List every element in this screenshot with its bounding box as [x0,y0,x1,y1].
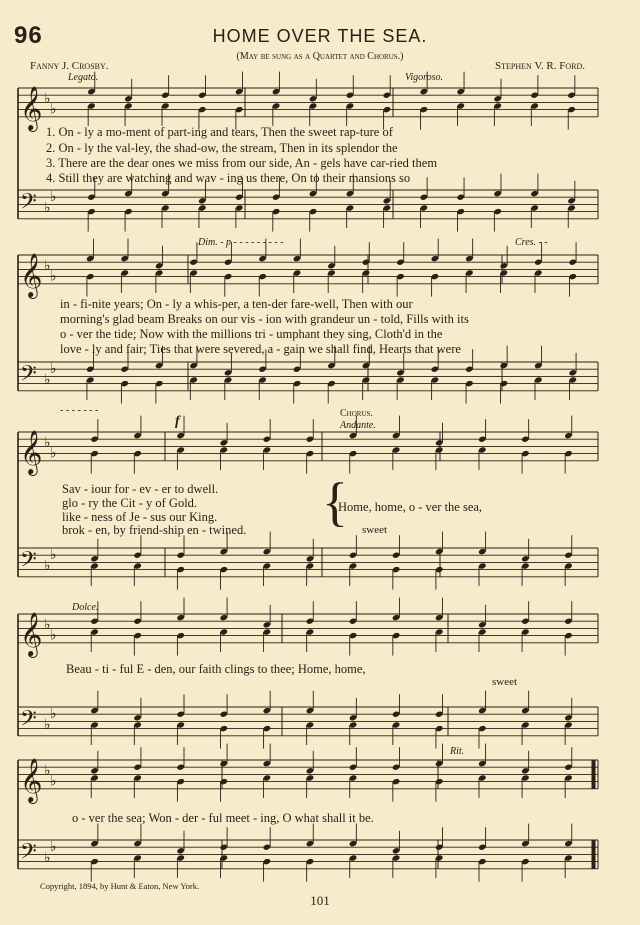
author-name: Fanny J. Crosby. [30,60,109,72]
flat-icon: ♭ [50,101,57,118]
flat-icon: ♭ [50,839,57,856]
bass-clef-icon: 𝄢 [20,547,37,578]
flat-icon: ♭ [50,547,57,564]
flat-icon: ♭ [44,372,51,388]
flat-icon: ♭ [44,257,51,274]
mark-vigoroso: Vigoroso. [405,72,444,83]
page-number: 101 [310,893,330,908]
copyright-notice: Copyright, 1894, by Hunt & Eaton, New York. [40,881,200,891]
verse-4-line-1: 4. Still they are watching and wav - ing us there, On to their mansions so [46,171,411,185]
flat-icon: ♭ [44,850,51,866]
verse-1-line-3: Sav - iour for - ev - er to dwell. [62,482,219,496]
treble-clef-icon: 𝄞 [20,252,43,297]
flat-icon: ♭ [44,616,51,633]
mark-andante: Andante. [340,420,376,431]
treble-clef-icon: 𝄞 [20,611,43,656]
mark-dashes: - - - - - - - [60,405,99,416]
flat-icon: ♭ [44,90,51,107]
flat-icon: ♭ [50,445,57,462]
chorus-sweet-1: sweet [362,524,388,536]
flat-icon: ♭ [50,706,57,723]
flat-icon: ♭ [50,773,57,790]
verse-4-line-3: brok - en, by friend-ship en - twined. [62,523,247,537]
verse-3-line-2: o - ver the tide; Now with the millions tri - umphant they sing, Cloth'd in the [60,327,443,341]
verse-1-line-1: 1. On - ly a mo-ment of part-ing and tears, Then the sweet rap-ture of [46,125,393,139]
flat-icon: ♭ [50,189,57,206]
verse-2-line-2: morning's glad beam Breaks on our vis - ion with grandeur un - told, Fills with its [60,312,469,326]
flat-icon: ♭ [44,200,51,216]
flat-icon: ♭ [44,717,51,733]
treble-clef-icon: 𝄞 [20,429,43,474]
verse-4-line-2: love - ly and fair; Ties that were severed, a - gain we shall find, Hearts that were [60,342,461,356]
chorus-line-2: Beau - ti - ful E - den, our faith clings to thee; Home, home, [66,662,366,676]
hymn-number: 96 [14,22,43,49]
bass-clef-icon: 𝄢 [20,706,37,737]
composer-name: Stephen V. R. Ford. [495,60,585,72]
flat-icon: ♭ [44,558,51,574]
mark-forte: f [175,414,180,429]
bass-clef-icon: 𝄢 [20,189,37,220]
mark-dolce: Dolce. [72,602,99,613]
treble-clef-icon: 𝄞 [20,757,43,802]
verse-1-line-2: in - fi-nite years; On - ly a whis-per, a ten-der fare-well, Then with our [60,297,413,311]
treble-clef-icon: 𝄞 [20,85,43,130]
flat-icon: ♭ [50,627,57,644]
flat-icon: ♭ [44,762,51,779]
verse-2-line-3: glo - ry the Cit - y of Gold. [62,496,198,510]
mark-rit: Rit. [450,746,465,757]
flat-icon: ♭ [50,361,57,378]
hymn-subtitle: (May be sung as a Quartet and Chorus.) [236,51,404,62]
bass-clef-icon: 𝄢 [20,361,37,392]
chorus-line-3: o - ver the sea; Won - der - ful meet - ing, O what shall it be. [72,811,374,825]
verse-3-line-1: 3. There are the dear ones we miss from our side, An - gels have car-ried them [46,156,438,170]
verse-brace: { [322,472,348,532]
flat-icon: ♭ [50,268,57,285]
mark-dim: Dim. - p - - - - - - - - - [198,237,284,248]
verse-2-line-1: 2. On - ly the val-ley, the shad-ow, the stream, Then in its splendor the [46,141,398,155]
chorus-label: Chorus. [340,408,373,419]
verse-3-line-3: like - ness of Je - sus our King. [62,510,218,524]
flat-icon: ♭ [44,434,51,451]
chorus-line-1: Home, home, o - ver the sea, [338,500,483,514]
hymn-title: HOME OVER THE SEA. [212,26,428,46]
mark-legato: Legato. [68,72,99,83]
chorus-sweet-2: sweet [492,676,518,688]
mark-cres: Cres. - - [515,237,548,248]
bass-clef-icon: 𝄢 [20,839,37,870]
